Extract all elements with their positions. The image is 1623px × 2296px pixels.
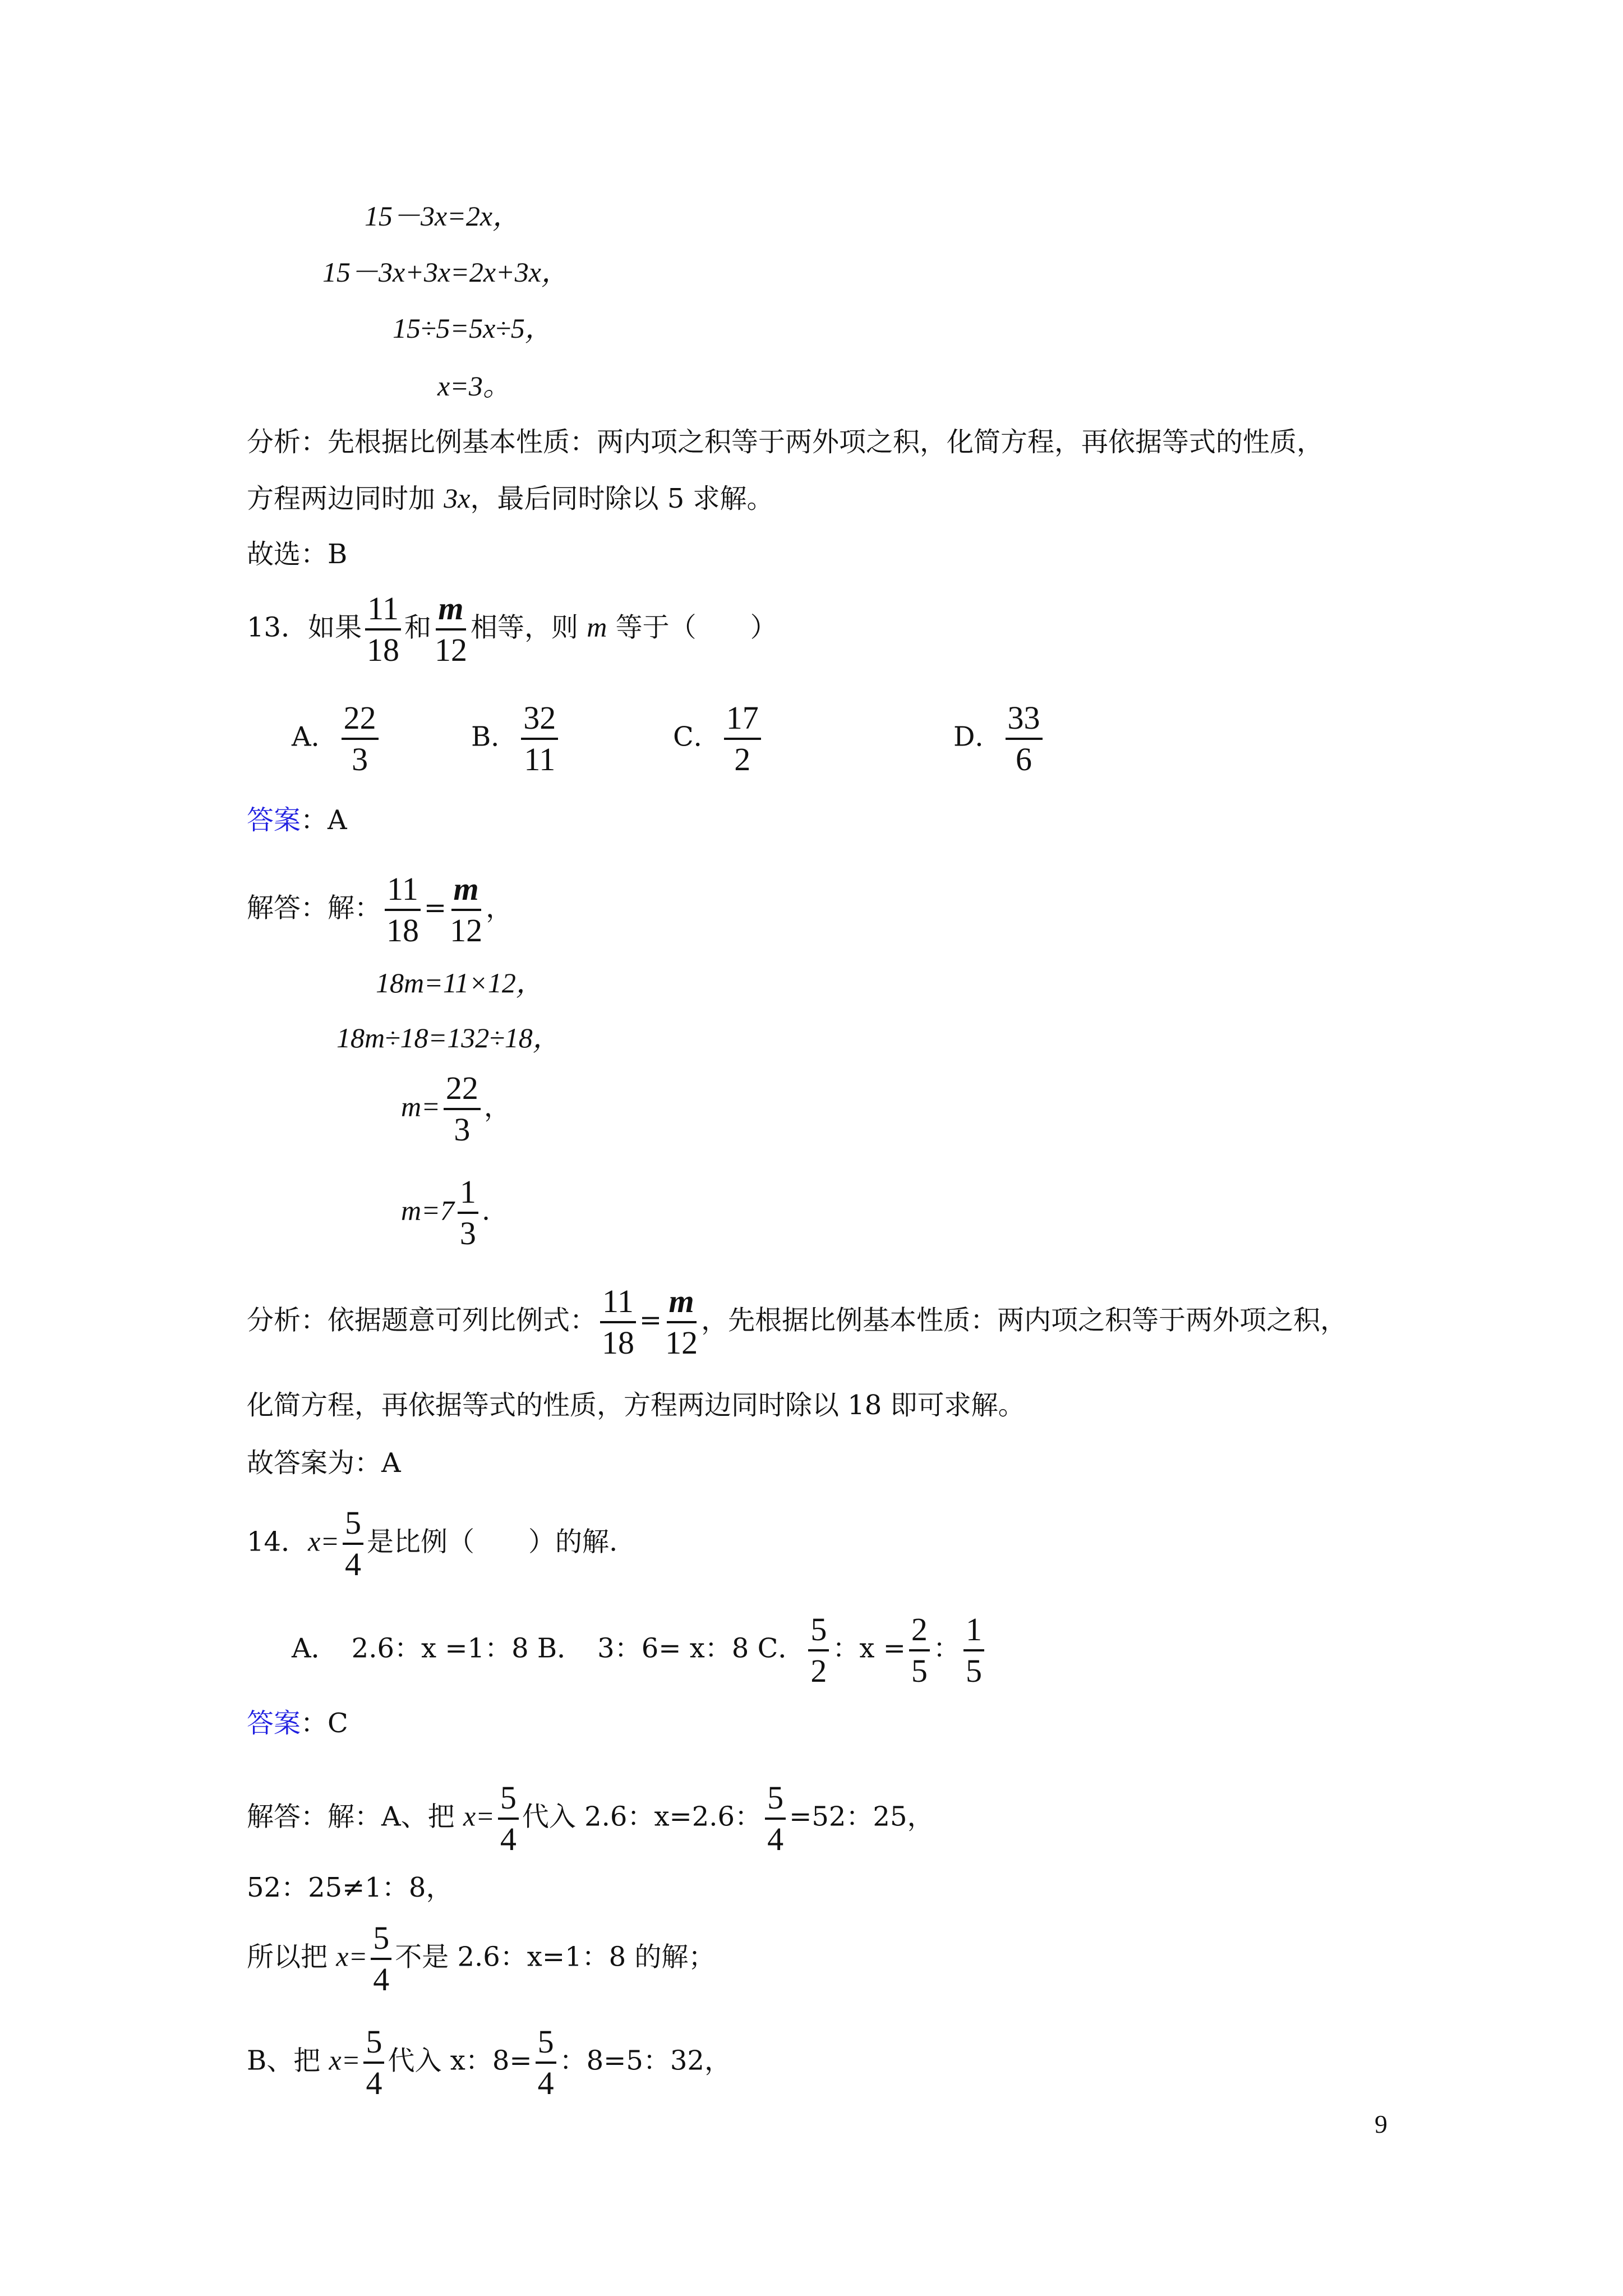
denominator: 18 [367, 632, 400, 668]
punctuation: . [481, 1195, 491, 1227]
solution-text: 代入 x：8= [388, 2045, 532, 2077]
fraction [765, 1778, 786, 1859]
fraction [385, 869, 421, 950]
prev-analysis-line-2 [247, 481, 774, 516]
fraction [371, 1918, 391, 1999]
q13-solution-header [247, 869, 513, 950]
option-b: B． 3：6= x：8 [537, 1632, 749, 1664]
denominator: 18 [601, 1324, 634, 1361]
denominator: 4 [500, 1821, 517, 1857]
solution-text: 代入 2.6：x=2.6： [522, 1801, 762, 1833]
answer-value: ：C [301, 1708, 348, 1739]
denominator: 12 [450, 912, 483, 949]
solution-variable: x= [329, 2044, 361, 2076]
prev-step-3: 15÷5=5x÷5， [393, 312, 553, 344]
denominator: 12 [665, 1324, 698, 1361]
option-text: ： [933, 1632, 960, 1664]
fraction [343, 1503, 363, 1584]
solution-text: 不是 2.6：x=1：8 的解； [395, 1941, 716, 1973]
denominator: 4 [767, 1821, 784, 1857]
prev-conclusion: 故选：B [247, 539, 348, 570]
option-label: C． [673, 721, 721, 753]
option-text: ：x = [832, 1632, 906, 1664]
option-label: A． [292, 721, 338, 753]
answer-label: 答案 [247, 804, 301, 836]
solution-label: 解答：解： [247, 892, 382, 924]
denominator: 11 [524, 741, 556, 777]
solution-text: 所以把 [247, 1941, 336, 1973]
numerator: m [667, 1282, 697, 1323]
q14-question [247, 1503, 617, 1584]
denominator: 12 [434, 632, 467, 668]
solution-text: B、把 [247, 2045, 329, 2077]
q13-analysis-line-2: 化简方程，再依据等式的性质，方程两边同时除以 18 即可求解。 [247, 1389, 1025, 1421]
numerator: 5 [765, 1778, 786, 1820]
fraction [600, 1282, 636, 1363]
prev-step-2: 15－3x+3x=2x+3x， [322, 256, 569, 288]
fraction [665, 1282, 698, 1363]
q14-solution-b [247, 2022, 731, 2103]
numerator: 17 [724, 698, 761, 740]
denominator: 3 [352, 741, 368, 777]
q14-answer [247, 1706, 348, 1740]
fraction [365, 589, 401, 670]
denominator: 18 [386, 912, 419, 949]
q13-option-a [292, 698, 382, 779]
numerator: 5 [363, 2022, 384, 2064]
step-text: m= [401, 1091, 440, 1122]
numerator: 5 [498, 1778, 519, 1820]
equals-sign: = [639, 1304, 662, 1336]
option-label: D． [953, 721, 1002, 753]
q13-step-3 [401, 1069, 511, 1149]
solution-text: =52：25， [789, 1801, 934, 1833]
fraction [363, 2022, 384, 2103]
q13-analysis-line-1 [247, 1282, 1347, 1363]
question-number: 14． [247, 1526, 308, 1558]
solution-variable: x= [336, 1940, 368, 1972]
q14-options [292, 1610, 988, 1691]
question-text: 和 [404, 611, 431, 643]
fraction [963, 1610, 984, 1691]
equals-sign: = [423, 892, 447, 924]
analysis-label: 分析： [247, 426, 328, 458]
fraction [435, 589, 467, 670]
q13-step-2: 18m÷18=132÷18， [336, 1022, 561, 1053]
numerator: 32 [521, 698, 558, 740]
analysis-text: 先根据比例基本性质：两内项之积等于两外项之积，化简方程，再依据等式的性质， [328, 426, 1324, 458]
numerator: 5 [371, 1918, 391, 1960]
q13-option-c [673, 698, 764, 779]
numerator: 5 [808, 1610, 829, 1651]
fraction [1006, 698, 1043, 779]
prev-step-4: x=3。 [437, 370, 511, 402]
numerator: 11 [600, 1282, 636, 1323]
denominator: 3 [454, 1111, 471, 1148]
denominator: 2 [734, 741, 751, 777]
fraction [536, 2022, 556, 2103]
solution-text: 解答：解：A、把 [247, 1801, 463, 1833]
numerator: 33 [1006, 698, 1043, 740]
answer-value: ：A [301, 804, 347, 836]
answer-label: 答案 [247, 1708, 301, 1739]
denominator: 4 [373, 1961, 390, 1998]
option-label: B． [471, 721, 518, 753]
question-text: 是比例（ ）的解. [367, 1526, 618, 1558]
fraction [450, 869, 482, 950]
option-label: C． [757, 1632, 805, 1664]
numerator: 11 [385, 869, 421, 911]
numerator: 22 [444, 1069, 481, 1110]
fraction [444, 1069, 481, 1149]
q13-answer [247, 803, 347, 837]
numerator: 5 [343, 1503, 363, 1545]
analysis-text: 方程两边同时加 [247, 483, 444, 514]
numerator: 22 [342, 698, 379, 740]
denominator: 3 [459, 1215, 476, 1251]
denominator: 6 [1016, 741, 1032, 777]
fraction [724, 698, 761, 779]
punctuation: ， [486, 892, 513, 924]
question-variable: x= [308, 1525, 340, 1557]
punctuation: ， [483, 1091, 511, 1123]
analysis-variable: 3x [444, 482, 471, 514]
analysis-text: ，最后同时除以 5 求解。 [470, 483, 774, 514]
q13-step-1: 18m=11×12， [376, 967, 544, 999]
numerator: m [436, 589, 465, 631]
numerator: 2 [909, 1610, 930, 1651]
analysis-text: ，先根据比例基本性质：两内项之积等于两外项之积， [701, 1304, 1348, 1336]
question-number: 13．如果 [247, 611, 362, 643]
denominator: 4 [345, 1546, 362, 1582]
prev-step-1: 15－3x=2x， [365, 200, 521, 232]
question-text: 等于（ ） [607, 611, 777, 643]
solution-text: ：8=5：32， [559, 2045, 731, 2077]
q13-step-4 [401, 1172, 490, 1253]
option-a: A． 2.6：x =1：8 [292, 1632, 529, 1664]
q14-solution-a-line-2: 52：25≠1：8， [247, 1872, 453, 1903]
q14-solution-a-line-3 [247, 1918, 715, 1999]
q13-question [247, 589, 777, 670]
numerator: 5 [536, 2022, 556, 2064]
analysis-text: 分析：依据题意可列比例式： [247, 1304, 597, 1336]
fraction [808, 1610, 829, 1691]
numerator: 11 [365, 589, 401, 631]
numerator: m [451, 869, 481, 911]
denominator: 5 [965, 1653, 982, 1689]
numerator: 1 [458, 1172, 478, 1214]
q13-conclusion: 故答案为：A [247, 1447, 401, 1479]
q13-option-d [953, 698, 1046, 779]
fraction [521, 698, 558, 779]
numerator: 1 [963, 1610, 984, 1651]
solution-variable: x= [463, 1800, 495, 1832]
question-variable: m [587, 611, 607, 643]
question-text: 相等，则 [470, 611, 587, 643]
q13-option-b [471, 698, 561, 779]
prev-analysis-line-1 [247, 425, 1324, 459]
fraction [458, 1172, 478, 1253]
fraction [342, 698, 379, 779]
denominator: 5 [911, 1653, 928, 1689]
denominator: 4 [537, 2065, 554, 2101]
denominator: 2 [810, 1653, 827, 1689]
q14-solution-a [247, 1778, 934, 1859]
step-text: m=7 [401, 1194, 454, 1226]
page-number: 9 [1375, 2110, 1387, 2138]
fraction [909, 1610, 930, 1691]
denominator: 4 [366, 2065, 382, 2101]
fraction [498, 1778, 519, 1859]
